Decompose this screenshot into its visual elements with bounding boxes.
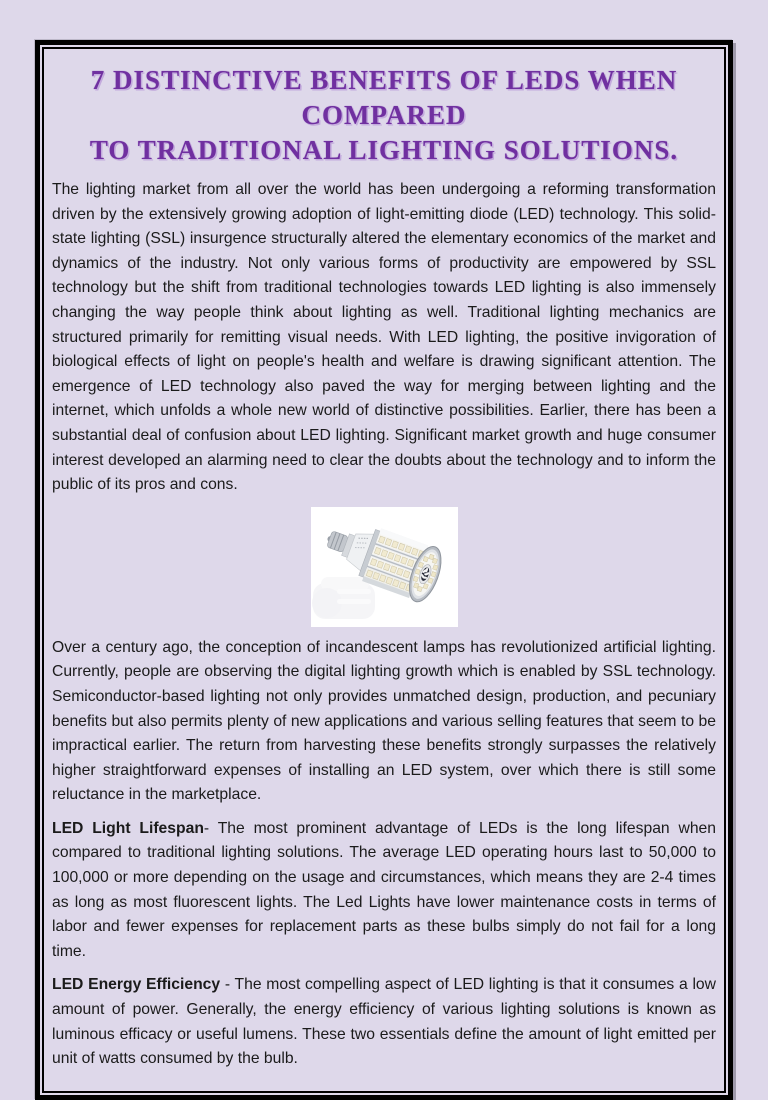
paragraph-efficiency-body: - The most compelling aspect of LED lighting is that it consumes a low amount of power. Generally, the energy efficiency of various lighting solutions is known as luminous efficacy or useful lumens. These two essentials define the amount of light emitted per unit of watts consumed by the bulb. — [52, 976, 716, 1068]
paragraph-efficiency-lead: LED Energy Efficiency — [52, 976, 221, 994]
title-line-2: TO TRADITIONAL LIGHTING SOLUTIONS. — [89, 135, 679, 165]
document-title — [54, 63, 714, 168]
led-bulb-figure — [52, 507, 716, 627]
page-border-frame — [35, 40, 733, 1100]
paragraph-incandescent: Over a century ago, the conception of incandescent lamps has revolutionized artificial lighting. Currently, people are observing the digital lighting growth which is enabled by SSL technology. Semiconductor-based lighting not only provides unmatched design, production, and pecuniary benefits but also permits plenty of new applications and various selling features that seem to be impractical earlier. The return from harvesting these benefits strongly surpasses the relatively higher straightforward expenses of installing an LED system, over which there is still some reluctance in the marketplace. — [52, 638, 716, 804]
title-line-1: 7 DISTINCTIVE BENEFITS OF LEDS WHEN COMPARED — [90, 65, 678, 130]
paragraph-efficiency — [52, 973, 716, 1071]
paragraph-lifespan-lead: LED Light Lifespan — [52, 819, 204, 837]
document-content — [42, 47, 726, 1093]
paragraph-lifespan-body: - The most prominent advantage of LEDs is the long lifespan when compared to traditional lighting solutions. The average LED operating hours last to 50,000 to 100,000 or more depending on the usage and circumstances, which means they are 2-4 times as long as most fluorescent lights. The Led Lights have lower maintenance costs in terms of labor and fewer expenses for replacement parts as these bulbs simply do not fail for a long time. — [52, 819, 716, 960]
led-corn-bulb-image — [311, 507, 458, 627]
paragraph-lifespan — [52, 817, 716, 965]
paragraph-intro: The lighting market from all over the world has been undergoing a reforming transformation driven by the extensively growing adoption of light-emitting diode (LED) technology. This solid-state lighting (SSL) insurgence structurally altered the elementary economics of the market and dynamics of the industry. Not only various forms of productivity are empowered by SSL technology but the shift from traditional technologies towards LED lighting is also immensely changing the way people think about lighting as well. Traditional lighting mechanics are structured primarily for remitting visual needs. With LED lighting, the positive invigoration of biological effects of light on people's health and welfare is drawing significant attention. The emergence of LED technology also paved the way for merging between lighting and the internet, which unfolds a whole new world of distinctive possibilities. Earlier, there has been a substantial deal of confusion about LED lighting. Significant market growth and huge consumer interest developed an alarming need to clear the doubts about the technology and to inform the public of its pros and cons. — [52, 181, 716, 494]
